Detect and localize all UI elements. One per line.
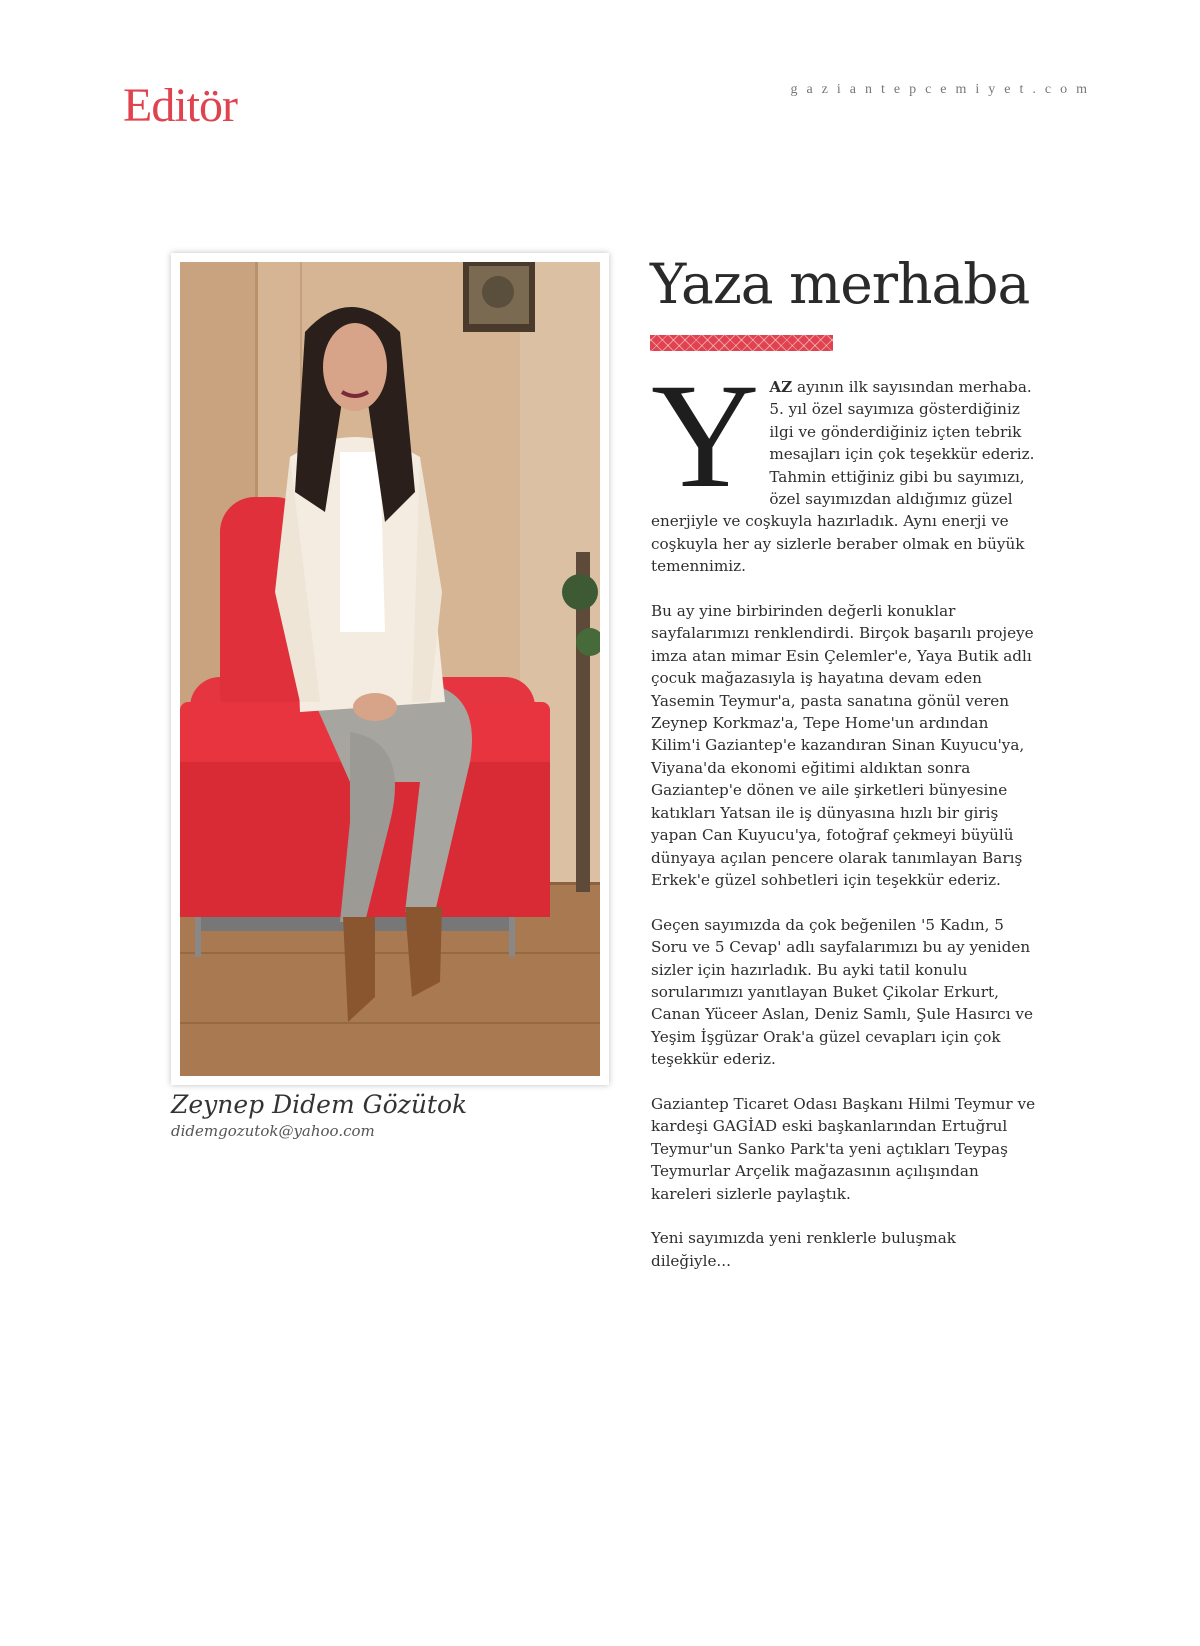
- editor-portrait-image: [180, 262, 600, 1076]
- editor-photo: [180, 262, 600, 1076]
- paragraph-text: ayının ilk sayısından merhaba. 5. yıl özel sayımıza gösterdiğiniz ilgi ve gönderdiğiniz içten tebrik mesajları için çok teşekkür ederiz. Tahmin ettiğiniz gibi bu sayımızı, özel sayımızdan aldığımız güzel enerjiyle ve coşkuyla hazırladık. Aynı enerji ve coşkuyla her ay sizlerle beraber olmak en büyük temennimiz.: [651, 378, 1035, 576]
- article-paragraph-3: Geçen sayımızda da çok beğenilen '5 Kadın, 5 Soru ve 5 Cevap' adlı sayfalarımızı bu ay yeniden sizler için hazırladık. Bu ayki tatil konulu sorularımızı yanıtlayan Buket Çikolar Erkurt, Canan Yüceer Aslan, Deniz Samlı, Şule Hasırcı ve Yeşim İşgüzar Orak'a güzel cevapları için çok teşekkür ederiz.: [651, 915, 1033, 1069]
- lead-in-bold: AZ: [769, 378, 793, 396]
- ornament-divider: [650, 335, 833, 351]
- article-headline: Yaza merhaba: [650, 252, 1030, 316]
- drop-cap: Y: [651, 353, 760, 519]
- article-paragraph-5: Yeni sayımızda yeni renklerle buluşmak dileğiyle...: [651, 1229, 956, 1270]
- article-body: [651, 353, 1036, 1295]
- article-paragraph-1: [651, 353, 1036, 578]
- editor-photo-frame: [171, 253, 609, 1085]
- article-paragraph-2: Bu ay yine birbirinden değerli konuklar sayfalarımızı renklendirdi. Birçok başarılı projeye imza atan mimar Esin Çelemler'e, Yaya Butik adlı çocuk mağazasıyla iş hayatına devam eden Yasemin Teymur'a, pasta sanatına gönül veren Zeynep Korkmaz'a, Tepe Home'un ardından Kilim'i Gaziantep'e kazandıran Sinan Kuyucu'ya, Viyana'da ekonomi eğitimi aldıktan sonra Gaziantep'e dönen ve aile şirketleri bünyesine katıkları Yatsan ile iş dünyasına hızlı bir giriş yapan Can Kuyucu'ya, fotoğraf çekmeyi büyülü dünyaya açılan pencere olarak tanımlayan Barış Erkek'e güzel sohbetleri için teşekkür ederiz.: [651, 602, 1034, 889]
- site-url[interactable]: gaziantepcemiyet.com: [790, 82, 1096, 97]
- section-label: Editör: [123, 79, 237, 132]
- author-name: Zeynep Didem Gözütok: [171, 1090, 468, 1119]
- article-paragraph-4: Gaziantep Ticaret Odası Başkanı Hilmi Teymur ve kardeşi GAGİAD eski başkanlarından Ertuğrul Teymur'un Sanko Park'ta yeni açtıkları Teypaş Teymurlar Arçelik mağazasının açılışından kareleri sizlerle paylaştık.: [651, 1094, 1036, 1203]
- author-email[interactable]: didemgozutok@yahoo.com: [171, 1122, 375, 1140]
